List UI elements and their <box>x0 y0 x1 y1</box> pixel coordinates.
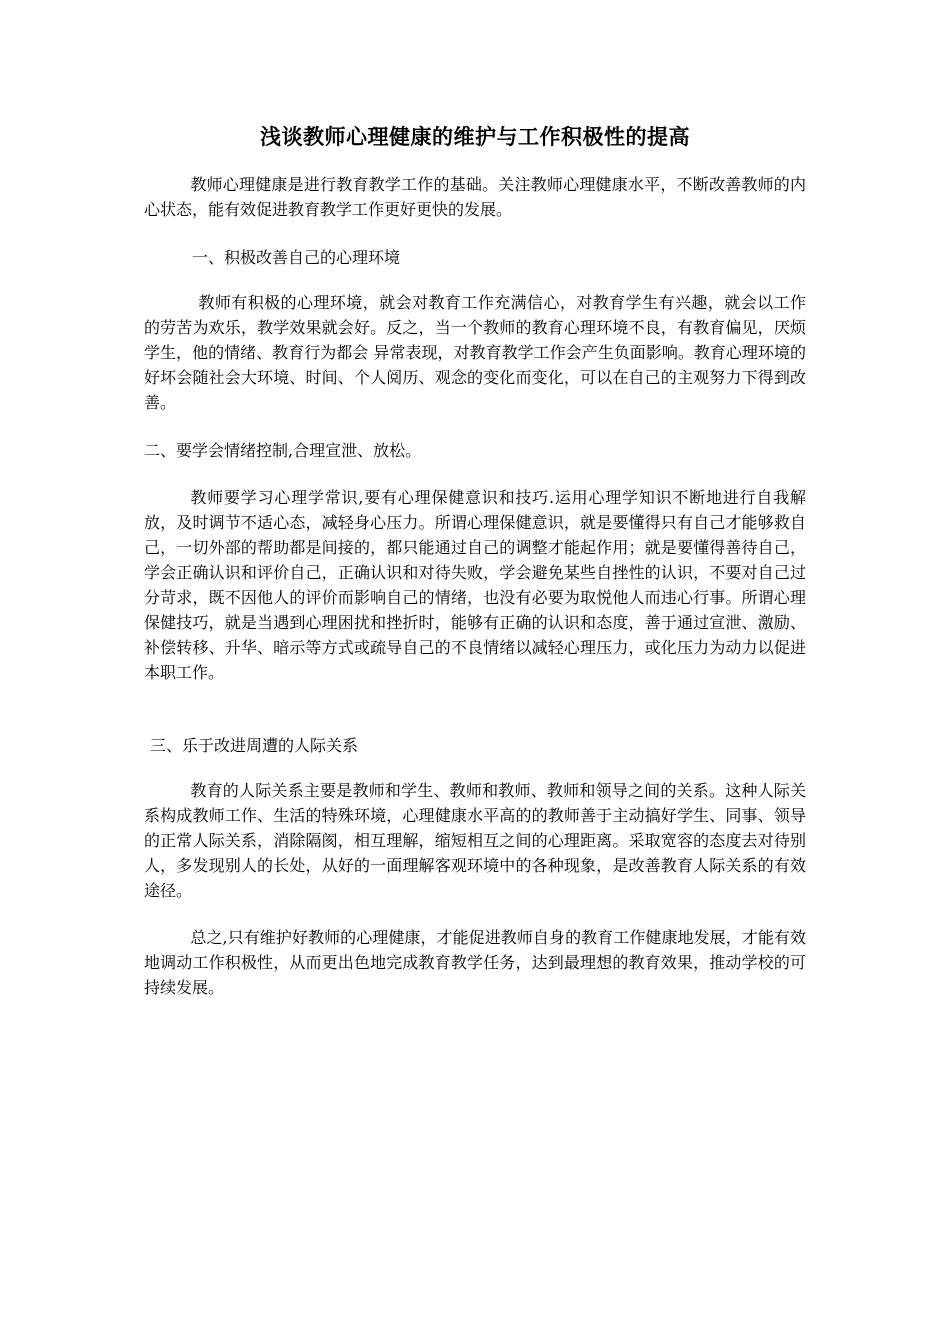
section1-heading: 一、积极改善自己的心理环境 <box>192 248 401 267</box>
section3-paragraph: 教育的人际关系主要是教师和学生、教师和教师、教师和领导之间的关系。这种人际关系构成教师工作、生活的特殊环境，心理健康水平高的的教师善于主动搞好学生、同事、领导的正常人际关系，消除隔阂，相互理解，缩短相互之间的心理距离。采取宽容的态度去对待别人，多发现别人的长处，从好的一面理解客观环境中的各种现象，是改善教育人际关系的有效途径。 <box>144 781 806 900</box>
section2-paragraph: 教师要学习心理学常识,要有心理保健意识和技巧.运用心理学知识不断地进行自我解放，及时调节不适心态，减轻身心压力。所谓心理保健意识，就是要懂得只有自己才能够救自己，一切外部的帮助都是间接的，都只能通过自己的调整才能起作用；就是要懂得善待自己，学会正确认识和评价自己，正确认识和对待失败，学会避免某些自挫性的认识，不要对自己过分苛求，既不因他人的评价而影响自己的情绪，也没有必要为取悦他人而违心行事。所谓心理保健技巧，就是当遇到心理困扰和挫折时，能够有正确的认识和态度，善于通过宣泄、激励、补偿转移、升华、暗示等方式或疏导自己的不良情绪以减轻心理压力，或化压力为动力以促进本职工作。 <box>144 488 806 682</box>
section1-paragraph: 教师有积极的心理环境，就会对教育工作充满信心，对教育学生有兴趣，就会以工作的劳苦为欢乐，教学效果就会好。反之，当一个教师的教育心理环境不良，有教育偏见，厌烦学生，他的情绪、教育行为都会 异常表现，对教育教学工作会产生负面影响。教育心理环境的好坏会随社会大环境、时间、个人阅历、观念的变化而变化，可以在自己的主观努力下得到改善。 <box>144 293 806 412</box>
section2-heading: 二、要学会情绪控制,合理宣泄、放松。 <box>144 441 422 460</box>
conclusion-paragraph: 总之,只有维护好教师的心理健康，才能促进教师自身的教育工作健康地发展，才能有效地调动工作积极性，从而更出色地完成教育教学任务，达到最理想的教育效果，推动学校的可持续发展。 <box>144 928 806 997</box>
intro-paragraph: 教师心理健康是进行教育教学工作的基础。关注教师心理健康水平，不断改善教师的内心状态，能有效促进教育教学工作更好更快的发展。 <box>144 175 806 219</box>
section3-heading: 三、乐于改进周遭的人际关系 <box>150 736 359 755</box>
document-title: 浅谈教师心理健康的维护与工作积极性的提高 <box>260 125 690 149</box>
